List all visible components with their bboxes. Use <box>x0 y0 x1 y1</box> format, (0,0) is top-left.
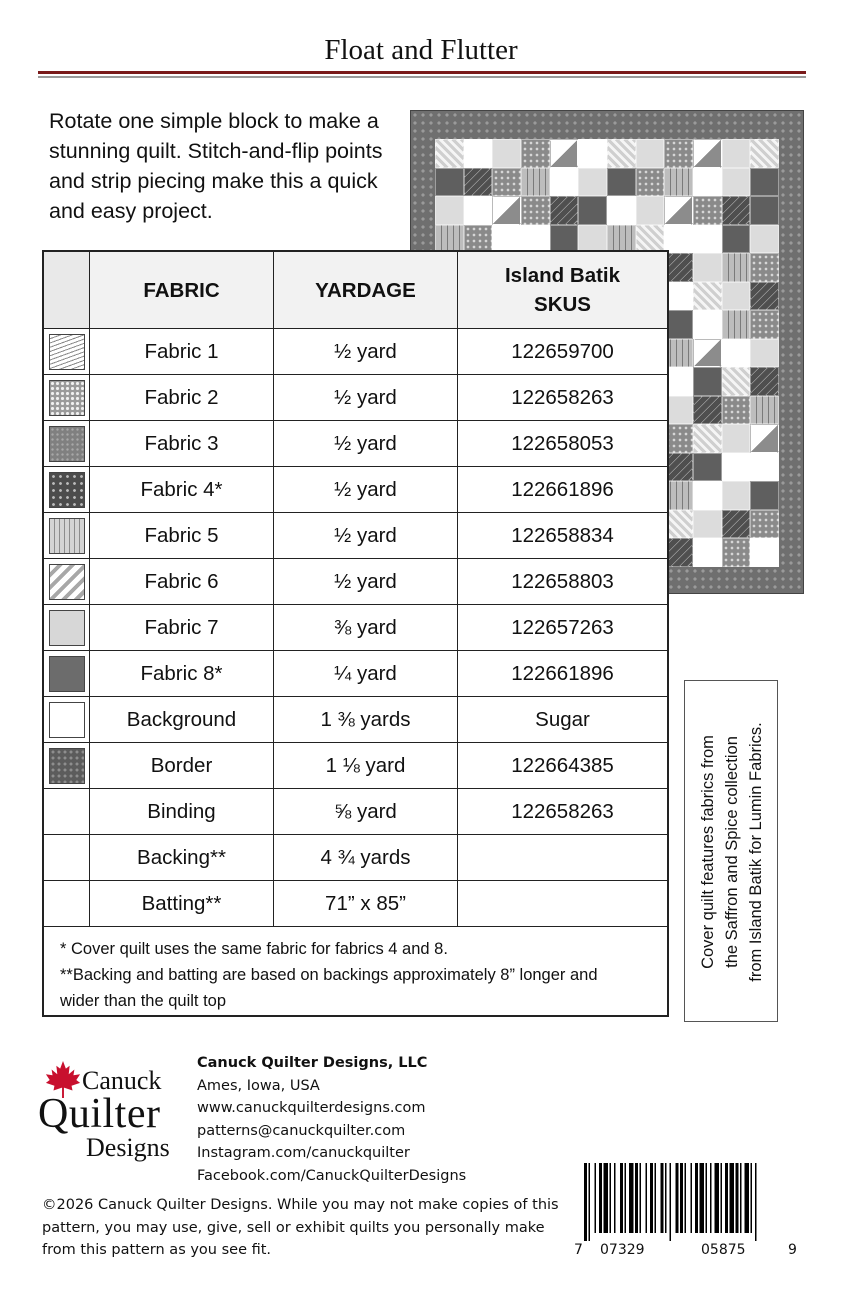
quilt-patch <box>550 168 579 197</box>
quilt-patch <box>607 139 636 168</box>
quilt-patch <box>464 168 493 197</box>
yardage-cell: ½ yard <box>274 421 458 466</box>
barcode-bar <box>661 1163 664 1233</box>
quilt-patch <box>492 139 521 168</box>
note-fabric-4-8: * Cover quilt uses the same fabric for fabrics 4 and 8. <box>60 940 448 958</box>
table-row <box>44 696 667 742</box>
quilt-patch <box>607 196 636 225</box>
yardage-cell: ⅝ yard <box>274 789 458 834</box>
barcode-bar <box>751 1163 753 1233</box>
header-sku-line2: SKUS <box>534 293 591 316</box>
fabric-swatch <box>49 748 85 784</box>
table-row <box>44 512 667 558</box>
yardage-cell: 4 ¾ yards <box>274 835 458 880</box>
quilt-patch <box>750 253 779 282</box>
barcode-bar <box>706 1163 708 1233</box>
fabric-cell: Binding <box>90 789 274 834</box>
quilt-patch <box>693 253 722 282</box>
barcode-bar <box>629 1163 634 1233</box>
fabric-cell: Fabric 2 <box>90 375 274 420</box>
quilt-patch <box>693 139 722 168</box>
quilt-patch <box>693 339 722 368</box>
barcode-bar <box>655 1163 657 1233</box>
barcode-bar <box>640 1163 642 1233</box>
barcode-bar <box>670 1163 672 1241</box>
logo-word-designs: Designs <box>86 1133 170 1162</box>
yardage-cell: 1 ⅜ yards <box>274 697 458 742</box>
swatch-cell <box>44 559 90 604</box>
barcode-bar <box>725 1163 728 1233</box>
fabric-swatch <box>49 702 85 738</box>
company-instagram-link[interactable]: Instagram.com/canuckquilter <box>197 1145 410 1161</box>
yardage-cell: ⅜ yard <box>274 605 458 650</box>
quilt-patch <box>435 168 464 197</box>
quilt-patch <box>664 225 693 254</box>
yardage-cell: ½ yard <box>274 559 458 604</box>
quilt-patch <box>693 538 722 567</box>
barcode-bar <box>610 1163 612 1233</box>
barcode-bar <box>715 1163 720 1233</box>
quilt-patch <box>607 225 636 254</box>
fabric-cell: Fabric 3 <box>90 421 274 466</box>
barcode-digits-right: 05875 <box>701 1242 746 1258</box>
swatch-cell <box>44 605 90 650</box>
quilt-patch <box>664 196 693 225</box>
quilt-patch <box>722 196 751 225</box>
page-title: Float and Flutter <box>324 34 518 66</box>
fabric-swatch <box>49 564 85 600</box>
barcode-bar <box>736 1163 739 1233</box>
yardage-cell: ½ yard <box>274 375 458 420</box>
table-row <box>44 880 667 926</box>
sku-cell: 122658053 <box>511 431 614 455</box>
swatch-cell <box>44 881 90 926</box>
quilt-patch <box>693 481 722 510</box>
barcode-bar <box>685 1163 687 1233</box>
barcode-bar <box>599 1163 602 1233</box>
table-notes <box>44 926 667 1015</box>
company-email-link[interactable]: patterns@canuckquilter.com <box>197 1122 406 1139</box>
quilt-patch <box>578 139 607 168</box>
barcode-bar <box>730 1163 735 1233</box>
swatch-cell <box>44 467 90 512</box>
table-row <box>44 604 667 650</box>
quilt-patch <box>750 538 779 567</box>
title-rule-red <box>38 71 806 74</box>
quilt-patch <box>693 396 722 425</box>
quilt-patch <box>750 225 779 254</box>
quilt-patch <box>636 196 665 225</box>
quilt-patch <box>521 139 550 168</box>
copyright-notice: ©2026 Canuck Quilter Designs. While you may not make copies of this pattern, you may use, give, sell or exhibit quilts you personally make from this pattern as you see fit. <box>42 1197 559 1258</box>
fabric-cell: Fabric 1 <box>90 329 274 374</box>
sku-cell: 122661896 <box>511 661 614 685</box>
company-name: Canuck Quilter Designs, LLC <box>197 1055 428 1071</box>
fabric-cell: Fabric 7 <box>90 605 274 650</box>
fabric-swatch <box>49 380 85 416</box>
quilt-patch <box>550 196 579 225</box>
quilt-patch <box>693 282 722 311</box>
barcode-bar <box>589 1163 591 1241</box>
quilt-patch <box>521 168 550 197</box>
quilt-patch <box>750 139 779 168</box>
barcode-digits-left: 07329 <box>600 1242 645 1258</box>
quilt-patch <box>492 196 521 225</box>
quilt-patch <box>435 139 464 168</box>
table-row <box>44 742 667 788</box>
sku-cell: 122658834 <box>511 523 614 547</box>
quilt-patch <box>722 510 751 539</box>
fabric-cell: Fabric 8* <box>90 651 274 696</box>
company-website-link[interactable]: www.canuckquilterdesigns.com <box>197 1100 426 1116</box>
sku-cell: 122659700 <box>511 339 614 363</box>
barcode-bar <box>665 1163 667 1233</box>
swatch-cell <box>44 329 90 374</box>
quilt-patch <box>607 168 636 197</box>
barcode-bar <box>721 1163 723 1233</box>
quilt-patch <box>693 196 722 225</box>
credit-line2: the Saffron and Spice collection <box>723 736 741 968</box>
barcode-bar <box>625 1163 627 1233</box>
fabric-swatch <box>49 334 85 370</box>
sku-cell: Sugar <box>535 707 590 731</box>
quilt-patch <box>750 481 779 510</box>
barcode-bar <box>620 1163 623 1233</box>
table-row <box>44 328 667 374</box>
table-row <box>44 374 667 420</box>
quilt-patch <box>750 510 779 539</box>
fabric-cell: Backing** <box>90 835 274 880</box>
quilt-patch <box>636 225 665 254</box>
swatch-cell <box>44 421 90 466</box>
table-row <box>44 788 667 834</box>
sku-cell: 122664385 <box>511 753 614 777</box>
quilt-patch <box>578 196 607 225</box>
table-row <box>44 420 667 466</box>
swatch-cell <box>44 375 90 420</box>
fabric-cell: Border <box>90 743 274 788</box>
sku-cell <box>458 835 667 880</box>
quilt-patch <box>464 139 493 168</box>
company-info <box>197 1052 466 1187</box>
cover-credit-box <box>684 680 778 1022</box>
sku-cell: 122658263 <box>511 799 614 823</box>
table-row <box>44 558 667 604</box>
quilt-patch <box>722 139 751 168</box>
sku-cell: 122658803 <box>511 569 614 593</box>
barcode-bar <box>614 1163 616 1233</box>
quilt-patch <box>722 538 751 567</box>
fabric-cell: Fabric 6 <box>90 559 274 604</box>
fabric-swatch <box>49 610 85 646</box>
quilt-patch <box>693 310 722 339</box>
fabric-swatch <box>49 472 85 508</box>
quilt-patch <box>722 310 751 339</box>
quilt-patch <box>750 453 779 482</box>
yardage-cell: ½ yard <box>274 329 458 374</box>
barcode-digit-last: 9 <box>788 1242 797 1258</box>
barcode-bar <box>595 1163 597 1233</box>
header-yardage: YARDAGE <box>274 252 458 328</box>
sku-cell: 122657263 <box>511 615 614 639</box>
swatch-cell <box>44 835 90 880</box>
barcode-bar <box>635 1163 638 1233</box>
quilt-patch <box>693 168 722 197</box>
credit-line1: Cover quilt features fabrics from <box>699 735 717 969</box>
quilt-patch <box>750 396 779 425</box>
fabric-swatch <box>49 518 85 554</box>
header-sku <box>458 252 667 328</box>
barcode-bar <box>710 1163 712 1233</box>
quilt-patch <box>664 168 693 197</box>
quilt-patch <box>435 196 464 225</box>
barcode-bar <box>745 1163 750 1233</box>
swatch-cell <box>44 789 90 834</box>
barcode-digit-first: 7 <box>574 1242 583 1258</box>
barcode-bar <box>676 1163 679 1233</box>
sku-cell: 122661896 <box>511 477 614 501</box>
fabric-cell: Fabric 4* <box>90 467 274 512</box>
table-row <box>44 466 667 512</box>
quilt-patch <box>722 253 751 282</box>
quilt-patch <box>693 225 722 254</box>
quilt-patch <box>521 225 550 254</box>
barcode-bar <box>584 1163 587 1241</box>
quilt-patch <box>722 367 751 396</box>
quilt-patch <box>750 168 779 197</box>
quilt-patch <box>750 424 779 453</box>
quilt-patch <box>722 168 751 197</box>
logo-word-canuck: Canuck <box>82 1066 162 1095</box>
barcode-bar <box>740 1163 742 1233</box>
header-sku-line1: Island Batik <box>504 264 621 287</box>
cover-credit-text <box>696 684 768 1020</box>
swatch-cell <box>44 513 90 558</box>
fabric-swatch <box>49 656 85 692</box>
yardage-cell: ½ yard <box>274 467 458 512</box>
company-facebook-link[interactable]: Facebook.com/CanuckQuilterDesigns <box>197 1167 467 1184</box>
quilt-patch <box>693 424 722 453</box>
fabric-cell: Batting** <box>90 881 274 926</box>
sku-cell: 122658263 <box>511 385 614 409</box>
quilt-patch <box>550 139 579 168</box>
quilt-patch <box>435 225 464 254</box>
quilt-patch <box>464 225 493 254</box>
logo-word-quilter: Quilter <box>38 1091 161 1137</box>
barcode-bar <box>755 1163 757 1241</box>
company-location: Ames, Iowa, USA <box>197 1077 320 1094</box>
quilt-patch <box>750 282 779 311</box>
quilt-patch <box>722 424 751 453</box>
quilt-patch <box>750 310 779 339</box>
barcode-bar <box>650 1163 653 1233</box>
quilt-patch <box>750 339 779 368</box>
credit-line3: from Island Batik for Lumin Fabrics. <box>747 722 765 982</box>
table-row <box>44 650 667 696</box>
quilt-patch <box>578 225 607 254</box>
yardage-cell: 1 ⅛ yard <box>274 743 458 788</box>
quilt-patch <box>636 168 665 197</box>
quilt-patch <box>693 453 722 482</box>
quilt-patch <box>521 196 550 225</box>
fabric-cell: Fabric 5 <box>90 513 274 558</box>
quilt-patch <box>550 225 579 254</box>
yardage-cell: ¼ yard <box>274 651 458 696</box>
quilt-patch <box>492 168 521 197</box>
barcode-bar <box>604 1163 609 1233</box>
quilt-patch <box>578 168 607 197</box>
swatch-cell <box>44 697 90 742</box>
quilt-patch <box>693 510 722 539</box>
barcode-bar <box>691 1163 693 1233</box>
barcode-bar <box>695 1163 698 1233</box>
company-logo <box>38 1060 186 1170</box>
quilt-patch <box>722 481 751 510</box>
table-header-row <box>44 252 667 328</box>
yardage-cell: 71” x 85” <box>274 881 458 926</box>
note-backing-batting: **Backing and batting are based on backings approximately 8” longer and wider than the quilt top <box>60 966 598 1010</box>
quilt-patch <box>750 196 779 225</box>
quilt-patch <box>750 367 779 396</box>
barcode-image <box>584 1163 800 1241</box>
quilt-patch <box>722 396 751 425</box>
swatch-cell <box>44 651 90 696</box>
barcode-bar <box>680 1163 683 1233</box>
quilt-patch <box>722 339 751 368</box>
quilt-patch <box>693 367 722 396</box>
quilt-patch <box>664 139 693 168</box>
fabric-requirements-table <box>42 250 669 1017</box>
yardage-cell: ½ yard <box>274 513 458 558</box>
sku-cell <box>458 881 667 926</box>
quilt-patch <box>492 225 521 254</box>
quilt-patch <box>722 282 751 311</box>
barcode-bar <box>700 1163 705 1233</box>
intro-text: Rotate one simple block to make a stunning quilt. Stitch-and-flip points and strip piecing make this a quick and easy project. <box>49 109 383 223</box>
fabric-swatch <box>49 426 85 462</box>
quilt-patch <box>636 139 665 168</box>
fabric-cell: Background <box>90 697 274 742</box>
table-row <box>44 834 667 880</box>
swatch-cell <box>44 743 90 788</box>
header-swatch-cell <box>44 252 90 328</box>
quilt-patch <box>722 225 751 254</box>
barcode-bar <box>646 1163 648 1233</box>
header-fabric: FABRIC <box>90 252 274 328</box>
quilt-patch <box>464 196 493 225</box>
quilt-patch <box>722 453 751 482</box>
title-rule-gray <box>38 76 806 78</box>
